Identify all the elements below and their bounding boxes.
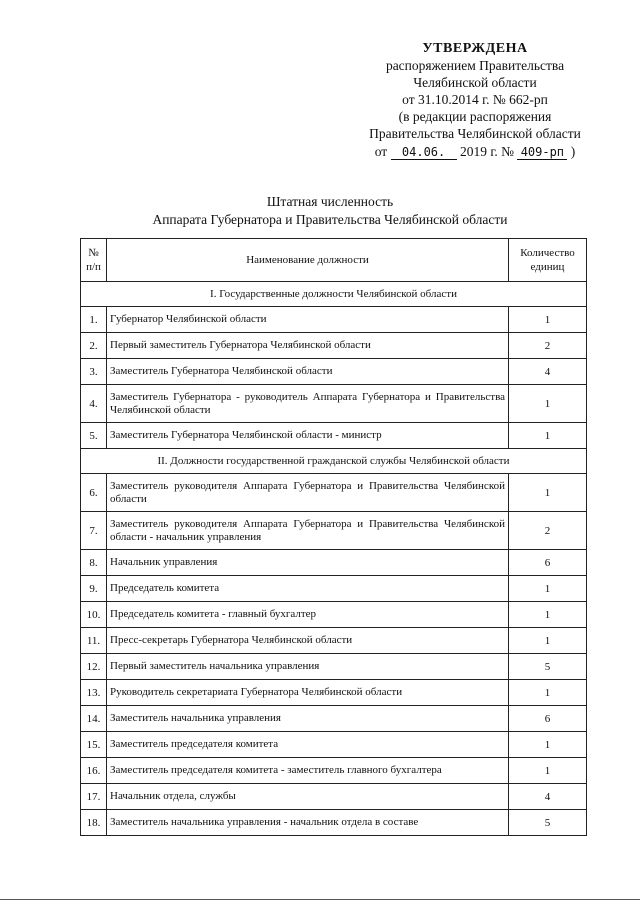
row-number: 1. — [81, 307, 107, 333]
table-row — [81, 307, 587, 333]
row-name: Руководитель секретариата Губернатора Челябинской области — [107, 680, 509, 706]
date-value: 04.06. — [391, 146, 457, 160]
row-name: Заместитель председателя комитета — [107, 732, 509, 758]
row-qty: 1 — [509, 732, 587, 758]
row-number: 10. — [81, 602, 107, 628]
table-row — [81, 706, 587, 732]
row-qty: 6 — [509, 550, 587, 576]
close-paren: ) — [570, 144, 576, 159]
approval-stamp — [350, 40, 600, 160]
document-title — [80, 193, 580, 229]
approval-line-5: Правительства Челябинской области — [369, 126, 581, 141]
row-qty: 2 — [509, 512, 587, 550]
table-row — [81, 550, 587, 576]
row-number: 17. — [81, 784, 107, 810]
section-row — [81, 282, 587, 307]
approval-line-1: распоряжением Правительства — [385, 58, 565, 73]
title-line-1: Штатная численность — [266, 194, 394, 209]
row-name: Губернатор Челябинской области — [107, 307, 509, 333]
row-number: 9. — [81, 576, 107, 602]
row-name: Заместитель начальника управления — [107, 706, 509, 732]
row-qty: 1 — [509, 423, 587, 449]
row-name: Председатель комитета — [107, 576, 509, 602]
row-qty: 4 — [509, 359, 587, 385]
row-qty: 6 — [509, 706, 587, 732]
row-number: 5. — [81, 423, 107, 449]
approval-dateline — [350, 143, 600, 160]
row-name: Заместитель начальника управления - начальник отдела в составе — [107, 810, 509, 836]
row-name: Заместитель председателя комитета - заместитель главного бухгалтера — [107, 758, 509, 784]
row-name: Заместитель руководителя Аппарата Губернатора и Правительства Челябинской области — [107, 474, 509, 512]
row-qty: 1 — [509, 602, 587, 628]
approval-line-2: Челябинской области — [413, 75, 537, 90]
table-row — [81, 758, 587, 784]
number-value: 409-рп — [517, 146, 567, 160]
row-qty: 1 — [509, 307, 587, 333]
approval-line-4: (в редакции распоряжения — [398, 109, 552, 124]
row-number: 6. — [81, 474, 107, 512]
section-row — [81, 449, 587, 474]
page-bottom-edge — [0, 899, 640, 900]
header-name: Наименование должности — [107, 239, 509, 282]
staff-table — [80, 238, 587, 836]
row-number: 8. — [81, 550, 107, 576]
row-name: Начальник отдела, службы — [107, 784, 509, 810]
row-name: Заместитель Губернатора Челябинской области - министр — [107, 423, 509, 449]
row-name: Заместитель Губернатора - руководитель Аппарата Губернатора и Правительства Челябинской области — [107, 385, 509, 423]
row-number: 15. — [81, 732, 107, 758]
section-title: I. Государственные должности Челябинской области — [81, 282, 587, 307]
row-number: 2. — [81, 333, 107, 359]
row-qty: 1 — [509, 680, 587, 706]
row-name: Начальник управления — [107, 550, 509, 576]
row-qty: 4 — [509, 784, 587, 810]
row-name: Первый заместитель начальника управления — [107, 654, 509, 680]
row-qty: 5 — [509, 810, 587, 836]
table-row — [81, 512, 587, 550]
table-row — [81, 810, 587, 836]
table-row — [81, 576, 587, 602]
row-qty: 1 — [509, 758, 587, 784]
table-row — [81, 628, 587, 654]
table-row — [81, 359, 587, 385]
year-text: 2019 г. № — [459, 144, 514, 159]
row-qty: 1 — [509, 385, 587, 423]
row-number: 3. — [81, 359, 107, 385]
row-name: Первый заместитель Губернатора Челябинской области — [107, 333, 509, 359]
approval-line-3: от 31.10.2014 г. № 662-рп — [402, 92, 548, 107]
approval-title: УТВЕРЖДЕНА — [422, 41, 528, 56]
table-row — [81, 732, 587, 758]
section-title: II. Должности государственной гражданской службы Челябинской области — [81, 449, 587, 474]
row-qty: 1 — [509, 474, 587, 512]
row-number: 12. — [81, 654, 107, 680]
row-name: Заместитель Губернатора Челябинской области — [107, 359, 509, 385]
header-qty: Количество единиц — [509, 239, 587, 282]
row-number: 7. — [81, 512, 107, 550]
title-line-2: Аппарата Губернатора и Правительства Челябинской области — [152, 212, 508, 227]
table-row — [81, 423, 587, 449]
row-name: Председатель комитета - главный бухгалтер — [107, 602, 509, 628]
header-number: № п/п — [81, 239, 107, 282]
row-name: Пресс-секретарь Губернатора Челябинской области — [107, 628, 509, 654]
table-row — [81, 602, 587, 628]
row-qty: 1 — [509, 628, 587, 654]
table-row — [81, 784, 587, 810]
table-row — [81, 654, 587, 680]
row-qty: 5 — [509, 654, 587, 680]
row-qty: 1 — [509, 576, 587, 602]
row-number: 14. — [81, 706, 107, 732]
row-name: Заместитель руководителя Аппарата Губернатора и Правительства Челябинской области - начальник управления — [107, 512, 509, 550]
table-row — [81, 474, 587, 512]
table-row — [81, 385, 587, 423]
table-row — [81, 680, 587, 706]
row-number: 18. — [81, 810, 107, 836]
row-number: 16. — [81, 758, 107, 784]
row-number: 4. — [81, 385, 107, 423]
table-row — [81, 333, 587, 359]
row-qty: 2 — [509, 333, 587, 359]
row-number: 11. — [81, 628, 107, 654]
date-prefix: от — [374, 144, 388, 159]
row-number: 13. — [81, 680, 107, 706]
